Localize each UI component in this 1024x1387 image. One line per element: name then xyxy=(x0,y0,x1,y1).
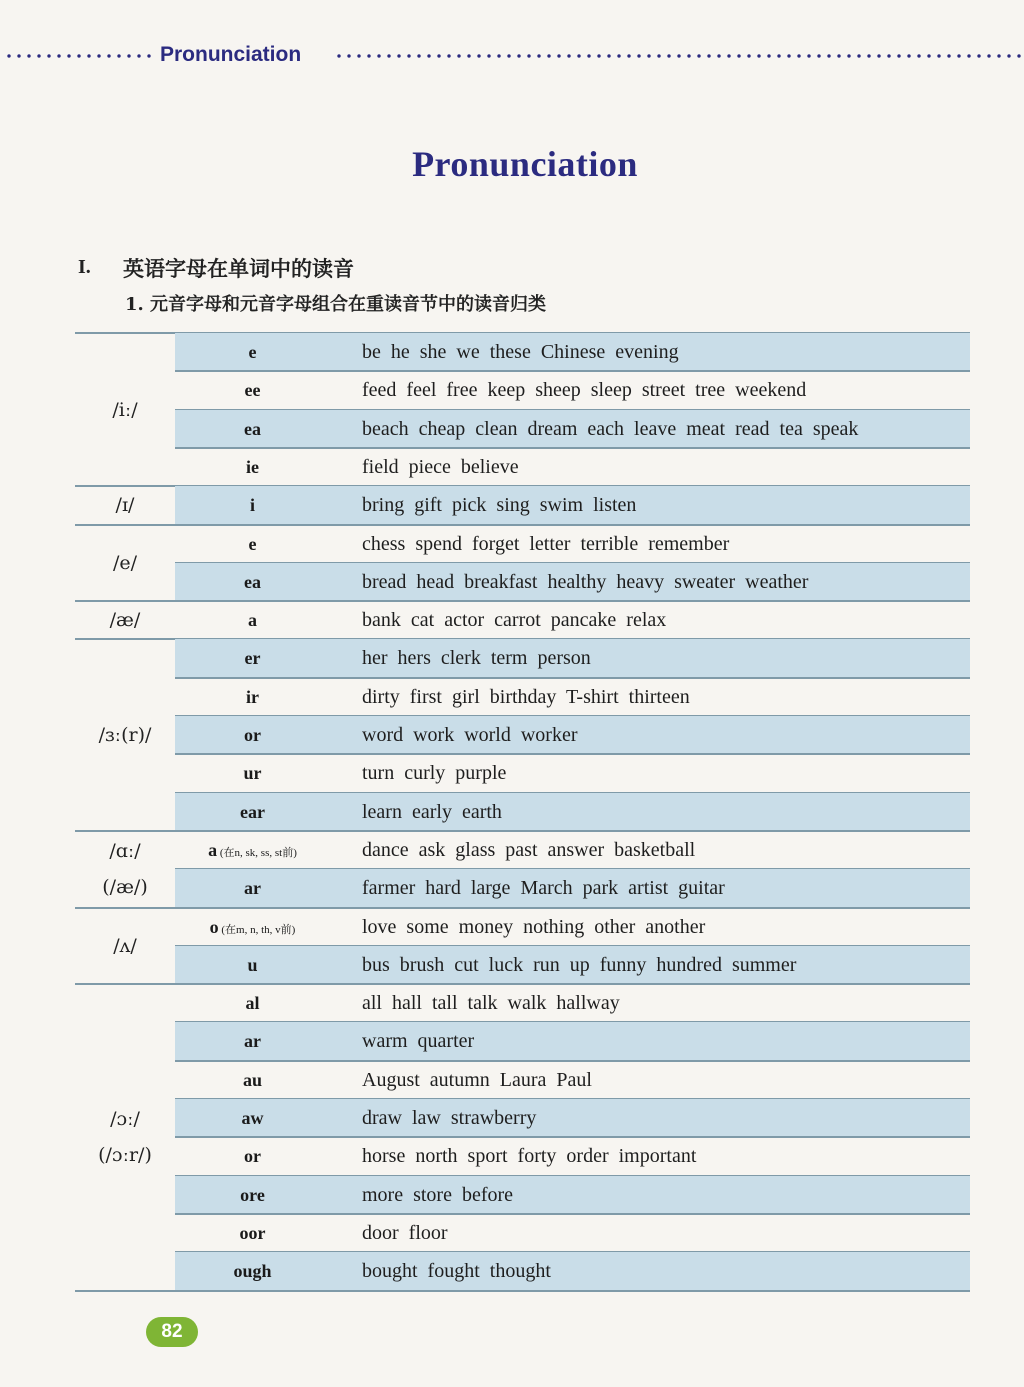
example-words: warm quarter xyxy=(362,1030,475,1053)
table-row xyxy=(175,1252,970,1290)
subsection-title: 1. 元音字母和元音字母组合在重读音节中的读音归类 xyxy=(125,294,547,315)
table-row xyxy=(175,1137,970,1175)
phonetic-line: /ɔː/ xyxy=(110,1108,140,1131)
table-row xyxy=(175,333,970,371)
letter-label: or xyxy=(244,725,261,745)
letter-label: ough xyxy=(233,1261,272,1282)
example-words: word work world worker xyxy=(362,724,578,746)
letter-combination xyxy=(175,495,330,516)
table-row xyxy=(175,984,970,1022)
letter-label: oor xyxy=(239,1222,266,1243)
letter-label: o xyxy=(209,916,219,937)
letter-combination xyxy=(175,840,330,861)
phonetic-line: /æ/ xyxy=(109,609,141,632)
letter-combination xyxy=(175,1108,330,1129)
letter-combination xyxy=(175,917,330,938)
phonetic-line: /ɑː/ xyxy=(109,840,141,863)
example-words: draw law strawberry xyxy=(362,1107,537,1129)
phonetic-symbol xyxy=(75,928,175,964)
letter-combination xyxy=(175,1070,330,1091)
table-row xyxy=(175,678,970,716)
letter-combination xyxy=(175,1261,330,1282)
letter-combination xyxy=(175,419,330,440)
letter-combination xyxy=(175,572,330,593)
phonetic-symbol xyxy=(75,833,175,905)
example-words: bread head breakfast healthy heavy sweater weather xyxy=(362,570,809,593)
letter-label: ea xyxy=(244,571,261,592)
letter-combination xyxy=(175,802,330,823)
phonetic-symbol xyxy=(75,717,175,753)
table-row xyxy=(175,410,970,448)
example-words: bought fought thought xyxy=(362,1260,551,1283)
letter-label: al xyxy=(245,993,260,1014)
group-rule xyxy=(75,1290,970,1292)
letter-label: i xyxy=(249,495,255,516)
example-words: more store before xyxy=(362,1183,514,1206)
table-row xyxy=(175,601,970,639)
letter-combination xyxy=(175,1223,330,1244)
phonetic-symbol xyxy=(75,602,175,638)
letter-combination xyxy=(175,1146,330,1167)
letter-label: u xyxy=(247,954,258,975)
table-row xyxy=(175,908,970,946)
example-words: August autumn Laura Paul xyxy=(362,1068,592,1091)
letter-label: ar xyxy=(244,878,261,899)
phonetic-line: /ʌ/ xyxy=(113,934,137,957)
example-words: bank cat actor carrot pancake relax xyxy=(362,609,667,632)
letter-combination xyxy=(175,648,330,669)
example-words: chess spend forget letter terrible remember xyxy=(362,532,730,555)
page-number-badge: 82 xyxy=(146,1317,198,1347)
table-row xyxy=(175,716,970,754)
table-row xyxy=(175,639,970,677)
phonetic-symbol xyxy=(75,545,175,581)
example-words: feed feel free keep sheep sleep street tree weekend xyxy=(362,379,807,402)
letter-combination xyxy=(175,878,330,899)
page-title: Pronunciation xyxy=(412,144,638,184)
letter-combination xyxy=(175,725,330,746)
letter-label: au xyxy=(242,1069,262,1090)
example-words: horse north sport forty order important xyxy=(362,1145,697,1168)
phonetic-line: /ɜː(r)/ xyxy=(98,724,152,747)
table-row xyxy=(175,1099,970,1137)
letter-combination xyxy=(175,955,330,976)
example-words: turn curly purple xyxy=(362,762,507,785)
table-row xyxy=(175,448,970,486)
letter-label: a xyxy=(208,839,218,860)
table-row xyxy=(175,793,970,831)
example-words: dirty first girl birthday T-shirt thirteen xyxy=(362,685,690,708)
header-label: Pronunciation xyxy=(160,43,302,66)
letter-combination xyxy=(175,993,330,1014)
table-row xyxy=(175,1022,970,1060)
example-words: bring gift pick sing swim listen xyxy=(362,494,637,517)
phonetic-symbol xyxy=(75,487,175,523)
letter-label: ir xyxy=(246,686,259,707)
letter-combination xyxy=(175,342,330,363)
phonetic-line: /ɪ/ xyxy=(115,494,135,517)
phonetic-line: (/æ/) xyxy=(102,876,148,899)
letter-combination xyxy=(175,763,330,784)
letter-label: ear xyxy=(240,801,265,822)
letter-combination xyxy=(175,534,330,555)
example-words: bus brush cut luck run up funny hundred summer xyxy=(362,953,797,976)
table-row xyxy=(175,946,970,984)
letter-note: (在m, n, th, v前) xyxy=(218,923,296,936)
letter-combination xyxy=(175,457,330,478)
phonetic-line: /iː/ xyxy=(112,398,138,421)
letter-combination xyxy=(175,1031,330,1052)
letter-combination xyxy=(175,687,330,708)
letter-combination xyxy=(175,610,330,631)
letter-label: ea xyxy=(244,418,261,439)
letter-label: or xyxy=(244,1146,261,1167)
letter-note: (在n, sk, ss, st前) xyxy=(217,846,297,859)
example-words: dance ask glass past answer basketball xyxy=(362,838,696,861)
letter-label: e xyxy=(248,533,257,554)
letter-combination xyxy=(175,1185,330,1206)
table-row xyxy=(175,831,970,869)
example-words: all hall tall talk walk hallway xyxy=(362,992,620,1015)
letter-label: ee xyxy=(244,380,261,401)
table-row xyxy=(175,525,970,563)
table-row xyxy=(175,754,970,792)
table-row xyxy=(175,1214,970,1252)
section-number: I. xyxy=(78,256,91,278)
letter-label: ur xyxy=(243,763,262,784)
letter-label: er xyxy=(244,648,261,669)
phonetic-symbol xyxy=(75,1101,175,1173)
example-words: be he she we these Chinese evening xyxy=(362,341,679,363)
example-words: beach cheap clean dream each leave meat read tea speak xyxy=(362,417,859,440)
letter-label: a xyxy=(248,610,257,631)
example-words: love some money nothing other another xyxy=(362,915,706,938)
table-row xyxy=(175,563,970,601)
letter-label: ar xyxy=(244,1031,261,1052)
letter-label: e xyxy=(248,342,257,362)
example-words: field piece believe xyxy=(362,455,519,478)
phonetic-line: /e/ xyxy=(112,551,138,574)
table-row xyxy=(175,1176,970,1214)
table-row xyxy=(175,869,970,907)
example-words: her hers clerk term person xyxy=(362,647,591,670)
letter-label: aw xyxy=(241,1108,264,1128)
section-title: 英语字母在单词中的读音 xyxy=(123,256,354,281)
example-words: farmer hard large March park artist guitar xyxy=(362,877,725,900)
letter-label: ie xyxy=(246,456,259,477)
example-words: learn early earth xyxy=(362,800,502,823)
phonetic-line: (/ɔːr/) xyxy=(98,1144,152,1167)
letter-label: ore xyxy=(240,1184,265,1205)
example-words: door floor xyxy=(362,1221,448,1244)
table-row xyxy=(175,486,970,524)
table-row xyxy=(175,1061,970,1099)
table-row xyxy=(175,371,970,409)
letter-combination xyxy=(175,380,330,401)
phonetic-symbol xyxy=(75,392,175,428)
